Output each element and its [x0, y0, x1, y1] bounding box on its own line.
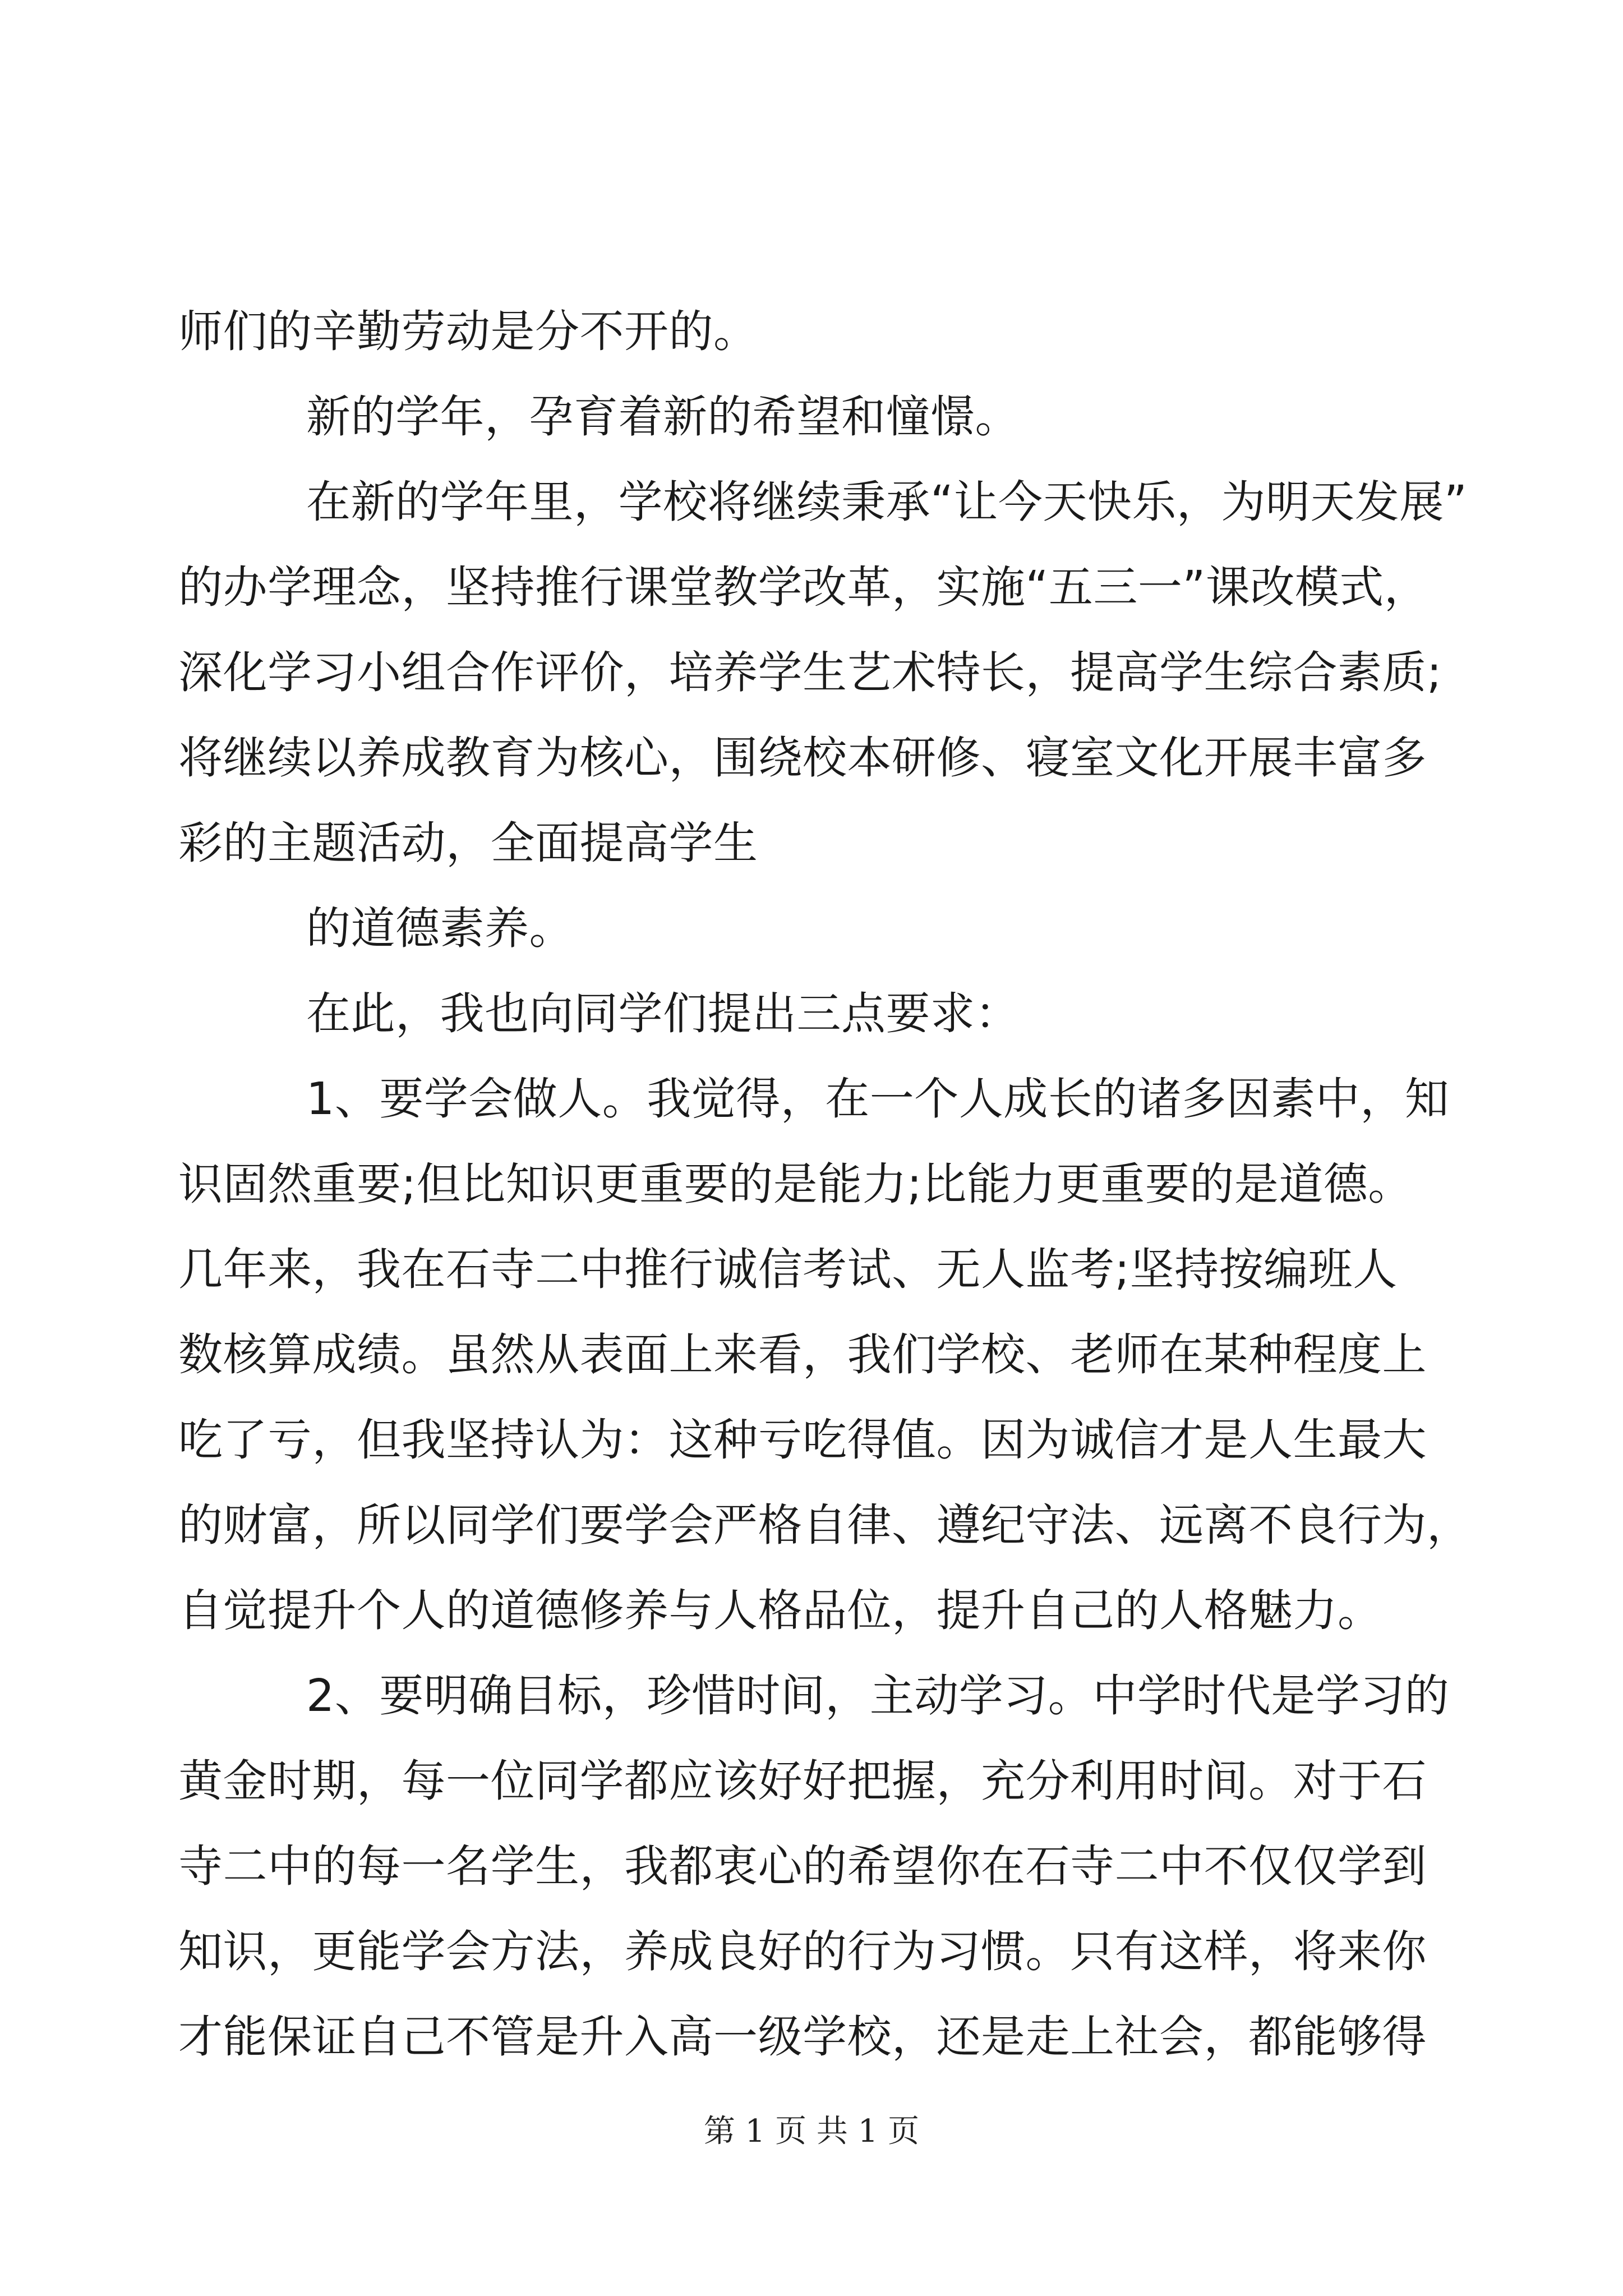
text-line: 自觉提升个人的道德修养与人格品位，提升自己的人格魅力。 — [178, 1585, 1382, 1636]
text-line: 吃了亏，但我坚持认为：这种亏吃得值。因为诚信才是人生最大 — [178, 1414, 1427, 1466]
text-line: 知识，更能学会方法，养成良好的行为习惯。只有这样，将来你 — [178, 1926, 1427, 1977]
text-line: 的财富，所以同学们要学会严格自律、遵纪守法、远离不良行为， — [178, 1499, 1472, 1551]
text-line: 几年来，我在石寺二中推行诚信考试、无人监考;坚持按编班人 — [178, 1244, 1398, 1295]
text-line: 才能保证自己不管是升入高一级学校，还是走上社会，都能够得 — [178, 2011, 1427, 2063]
text-line: 将继续以养成教育为核心，围绕校本研修、寝室文化开展丰富多 — [178, 732, 1427, 784]
page-number-label: 第 1 页 共 1 页 — [703, 2113, 920, 2150]
text-line: 黄金时期，每一位同学都应该好好把握，充分利用时间。对于石 — [178, 1755, 1427, 1807]
page-footer — [0, 2109, 1623, 2154]
text-line: 识固然重要;但比知识更重要的是能力;比能力更重要的是道德。 — [178, 1158, 1413, 1210]
text-line: 新的学年，孕育着新的希望和憧憬。 — [306, 391, 1020, 443]
text-line: 在此，我也向同学们提出三点要求： — [306, 988, 1020, 1039]
text-line: 在新的学年里，学校将继续秉承“让今天快乐，为明天发展” — [306, 476, 1468, 528]
text-line: 数核算成绩。虽然从表面上来看，我们学校、老师在某种程度上 — [178, 1329, 1427, 1381]
text-line: 师们的辛勤劳动是分不开的。 — [178, 306, 758, 357]
text-line: 彩的主题活动，全面提高学生 — [178, 817, 758, 869]
text-line: 的办学理念，坚持推行课堂教学改革，实施“五三一”课改模式， — [178, 562, 1429, 613]
text-line: 深化学习小组合作评价，培养学生艺术特长，提高学生综合素质; — [178, 647, 1442, 698]
text-line: 1、要学会做人。我觉得，在一个人成长的诸多因素中，知 — [306, 1073, 1450, 1125]
text-line: 寺二中的每一名学生，我都衷心的希望你在石寺二中不仅仅学到 — [178, 1841, 1427, 1892]
document-body — [178, 289, 1472, 2079]
text-line: 2、要明确目标，珍惜时间，主动学习。中学时代是学习的 — [306, 1670, 1450, 1722]
text-line: 的道德素养。 — [306, 903, 574, 954]
